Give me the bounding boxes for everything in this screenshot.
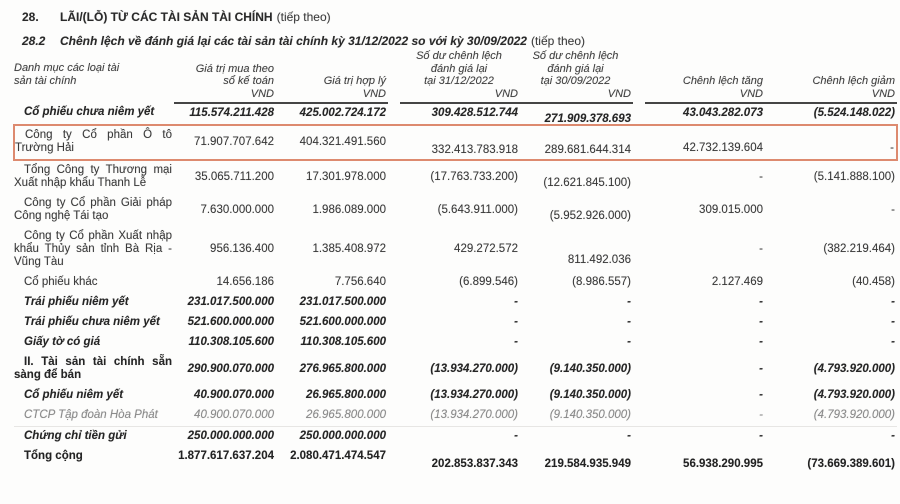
row-label: Trái phiếu niêm yết <box>24 296 129 308</box>
cell-so-du-31-12: - <box>514 336 518 348</box>
column-gap <box>633 103 645 125</box>
subnote-number: 28.2 <box>22 34 46 48</box>
highlighted-table-row <box>14 125 897 160</box>
column-gap <box>633 333 645 353</box>
cell-gia-tri-mua: 110.308.105.600 <box>188 336 274 348</box>
column-gap <box>388 160 400 194</box>
table-header-row <box>14 48 897 103</box>
cell-chenh-lech-giam: (40.458) <box>852 276 895 288</box>
cell-gia-tri-mua: 35.065.711.200 <box>194 170 274 183</box>
cell-gia-tri-mua: 1.877.617.637.204 <box>178 450 274 462</box>
cell-so-du-30-09: (9.140.350.000) <box>549 409 631 421</box>
column-gap <box>633 194 645 227</box>
cell-chenh-lech-tang: - <box>759 243 763 255</box>
column-gap <box>388 125 400 160</box>
note-heading <box>22 10 894 24</box>
column-gap <box>633 273 645 293</box>
note-title-text: LÃI/(LỖ) TỪ CÁC TÀI SẢN TÀI CHÍNH <box>60 10 273 24</box>
cell-so-du-31-12: (13.934.270.000) <box>430 409 518 421</box>
table-row <box>14 333 897 353</box>
cell-chenh-lech-giam: (4.793.920.000) <box>813 409 895 421</box>
column-gap <box>633 48 645 103</box>
column-gap <box>388 333 400 353</box>
column-gap <box>388 353 400 386</box>
column-gap <box>388 447 400 467</box>
cell-gia-tri-mua: 40.900.070.000 <box>194 409 274 421</box>
cell-chenh-lech-tang: - <box>759 296 763 308</box>
row-label: CTCP Tập đoàn Hòa Phát <box>24 409 158 421</box>
subnote-heading <box>22 34 894 48</box>
cell-so-du-31-12: - <box>400 427 520 448</box>
column-gap <box>633 406 645 427</box>
column-gap <box>633 447 645 467</box>
row-label: Cổ phiếu niêm yết <box>24 389 124 401</box>
cell-so-du-31-12: 309.428.512.744 <box>431 107 518 119</box>
cell-so-du-30-09: - <box>627 296 631 308</box>
cell-chenh-lech-giam: - <box>765 131 897 166</box>
cell-gia-tri-hop-ly: 250.000.000.000 <box>276 427 388 448</box>
note-number: 28. <box>22 10 39 24</box>
cell-so-du-31-12: - <box>514 296 518 308</box>
row-label: Tổng Công ty Thương mại Xuất nhập khẩu Thanh Lễ <box>14 164 172 189</box>
column-gap <box>388 103 400 125</box>
column-gap <box>633 227 645 273</box>
cell-gia-tri-mua: 115.574.211.428 <box>189 107 274 119</box>
column-gap <box>388 194 400 227</box>
table-row <box>14 353 897 386</box>
table-row <box>14 427 897 448</box>
row-label: Công ty Cổ phần Xuất nhập khẩu Thủy sản tỉnh Bà Rịa - Vũng Tàu <box>14 230 172 268</box>
unit-label: VND <box>362 87 386 100</box>
cell-chenh-lech-giam: (5.141.888.100) <box>813 170 895 183</box>
cell-gia-tri-hop-ly: 17.301.978.000 <box>306 170 386 183</box>
cell-gia-tri-hop-ly: 1.986.089.000 <box>312 203 386 216</box>
col-header-so-du-31-12: Số dư chênh lệch đánh giá lại tại 31/12/2022 VND <box>400 48 520 103</box>
table-row <box>14 386 897 406</box>
column-gap <box>633 125 645 160</box>
cell-chenh-lech-tang: 42.732.139.604 <box>645 131 765 166</box>
column-gap <box>388 313 400 333</box>
cell-gia-tri-mua: 231.017.500.000 <box>187 296 274 308</box>
cell-so-du-31-12: 202.853.837.343 <box>431 458 518 470</box>
cell-so-du-31-12: (13.934.270.000) <box>430 389 518 401</box>
cell-chenh-lech-tang: 43.043.282.073 <box>683 107 763 119</box>
column-gap <box>388 48 400 103</box>
cell-chenh-lech-giam: (382.219.464) <box>823 243 895 255</box>
row-label: Tổng cộng <box>24 450 83 462</box>
cell-gia-tri-hop-ly: 2.080.471.474.547 <box>290 450 386 462</box>
cell-gia-tri-hop-ly: 26.965.800.000 <box>306 389 386 401</box>
cell-so-du-31-12: 429.272.572 <box>454 243 518 255</box>
cell-so-du-31-12: - <box>514 316 518 328</box>
column-gap <box>633 386 645 406</box>
cell-chenh-lech-giam: (5.524.148.022) <box>813 107 895 119</box>
column-gap <box>633 427 645 448</box>
table-row <box>14 447 897 467</box>
cell-chenh-lech-giam: - <box>891 203 895 216</box>
cell-so-du-30-09: 219.584.935.949 <box>544 458 631 470</box>
cell-chenh-lech-giam: (4.793.920.000) <box>813 362 895 375</box>
column-gap <box>388 227 400 273</box>
cell-so-du-31-12: (17.763.733.200) <box>430 170 518 183</box>
cell-chenh-lech-tang: - <box>645 427 765 448</box>
unit-label: VND <box>871 87 895 100</box>
cell-chenh-lech-tang: - <box>759 362 763 375</box>
column-gap <box>633 313 645 333</box>
note-title-suffix: (tiếp theo) <box>276 10 331 24</box>
cell-so-du-30-09: - <box>627 336 631 348</box>
column-gap <box>388 293 400 313</box>
financial-assets-table <box>13 48 898 470</box>
row-label: Cổ phiếu khác <box>24 276 98 288</box>
cell-gia-tri-hop-ly: 276.965.800.000 <box>299 362 386 375</box>
col-header-so-du-30-09: Số dư chênh lệch đánh giá lại tại 30/09/2022 VND <box>520 48 633 103</box>
column-gap <box>633 160 645 194</box>
col-header-chenh-lech-tang: Chênh lệch tăng VND <box>645 48 765 103</box>
cell-chenh-lech-tang: - <box>759 170 763 183</box>
cell-chenh-lech-giam: - <box>765 427 897 448</box>
row-label: Trái phiếu chưa niêm yết <box>24 316 160 328</box>
cell-gia-tri-mua: 7.630.000.000 <box>200 203 274 216</box>
row-label: Công ty Cổ phần Ô tô Trường Hải <box>14 125 174 160</box>
table-row <box>14 103 897 125</box>
row-label: Cổ phiếu chưa niêm yết <box>24 106 155 118</box>
cell-chenh-lech-tang: - <box>759 336 763 348</box>
table-row <box>14 194 897 227</box>
cell-gia-tri-mua: 40.900.070.000 <box>194 389 274 401</box>
cell-gia-tri-hop-ly: 26.965.800.000 <box>306 409 386 421</box>
cell-so-du-30-09: (9.140.350.000) <box>549 362 631 375</box>
cell-chenh-lech-tang: - <box>759 409 763 421</box>
cell-gia-tri-mua: 250.000.000.000 <box>174 427 276 448</box>
cell-chenh-lech-giam: - <box>891 316 895 328</box>
cell-so-du-30-09: - <box>520 427 633 448</box>
cell-so-du-30-09: (5.952.926.000) <box>549 209 631 222</box>
cell-so-du-31-12: (13.934.270.000) <box>430 362 518 375</box>
cell-so-du-30-09: (12.621.845.100) <box>543 176 631 189</box>
cell-chenh-lech-giam: - <box>891 336 895 348</box>
cell-so-du-31-12: (6.899.546) <box>459 276 518 288</box>
cell-gia-tri-mua: 290.900.070.000 <box>187 362 274 375</box>
subnote-title <box>60 34 585 48</box>
table-row <box>14 293 897 313</box>
cell-chenh-lech-tang: 56.938.290.995 <box>683 458 763 470</box>
column-gap <box>388 427 400 448</box>
cell-so-du-30-09: 289.681.644.314 <box>520 133 633 168</box>
cell-gia-tri-mua: 71.907.707.642 <box>174 125 276 160</box>
cell-chenh-lech-tang: - <box>759 316 763 328</box>
cell-chenh-lech-tang: 2.127.469 <box>711 276 763 288</box>
col-header-danh-muc: Danh mục các loại tài sản tài chính <box>14 62 120 87</box>
column-gap <box>633 353 645 386</box>
cell-gia-tri-hop-ly: 404.321.491.560 <box>276 125 388 160</box>
subnote-title-suffix: (tiếp theo) <box>530 34 585 48</box>
unit-label: VND <box>494 87 518 100</box>
cell-so-du-31-12: 332.413.783.918 <box>400 133 520 168</box>
column-gap <box>633 293 645 313</box>
cell-so-du-31-12: (5.643.911.000) <box>437 203 518 216</box>
row-label: Công ty Cổ phần Giải pháp Công nghệ Tái tạo <box>14 197 172 222</box>
row-label: II. Tài sản tài chính sẵn sàng để bán <box>14 356 172 381</box>
row-label: Giấy tờ có giá <box>24 336 101 348</box>
cell-chenh-lech-giam: - <box>891 296 895 308</box>
cell-gia-tri-mua: 956.136.400 <box>210 243 274 255</box>
row-label: Chứng chỉ tiền gửi <box>14 427 174 448</box>
cell-so-du-30-09: - <box>627 316 631 328</box>
table-row <box>14 313 897 333</box>
cell-gia-tri-hop-ly: 425.002.724.172 <box>299 107 386 119</box>
cell-gia-tri-hop-ly: 110.308.105.600 <box>300 336 386 348</box>
table-row <box>14 227 897 273</box>
column-gap <box>388 406 400 427</box>
table-row <box>14 406 897 427</box>
cell-gia-tri-hop-ly: 7.756.640 <box>334 276 386 288</box>
unit-label: VND <box>607 87 631 100</box>
cell-so-du-30-09: (8.986.557) <box>572 276 631 288</box>
table-row <box>14 273 897 293</box>
cell-so-du-30-09: (9.140.350.000) <box>549 389 631 401</box>
cell-so-du-30-09: 271.909.378.693 <box>544 113 631 125</box>
col-header-gia-tri-hop-ly: Giá trị hợp lý VND <box>276 48 388 103</box>
col-header-gia-tri-mua: Giá trị mua theo sổ kế toán VND <box>174 48 276 103</box>
unit-label: VND <box>250 87 274 100</box>
table-body <box>14 103 897 470</box>
cell-chenh-lech-tang: - <box>759 389 763 401</box>
note-title <box>60 10 331 24</box>
cell-chenh-lech-giam: (4.793.920.000) <box>813 389 895 401</box>
cell-so-du-30-09: 811.492.036 <box>567 254 631 266</box>
cell-gia-tri-hop-ly: 1.385.408.972 <box>312 243 386 255</box>
column-gap <box>388 386 400 406</box>
subnote-title-text: Chênh lệch về đánh giá lại các tài sản tài chính kỳ 31/12/2022 so với kỳ 30/09/2022 <box>60 34 527 48</box>
unit-label: VND <box>739 87 763 100</box>
column-gap <box>388 273 400 293</box>
cell-gia-tri-hop-ly: 521.600.000.000 <box>299 316 386 328</box>
cell-gia-tri-mua: 14.656.186 <box>216 276 274 288</box>
cell-gia-tri-mua: 521.600.000.000 <box>187 316 274 328</box>
cell-chenh-lech-tang: 309.015.000 <box>699 203 763 216</box>
cell-gia-tri-hop-ly: 231.017.500.000 <box>299 296 386 308</box>
table-row <box>14 160 897 194</box>
cell-chenh-lech-giam: (73.669.389.601) <box>807 458 895 470</box>
col-header-chenh-lech-giam: Chênh lệch giảm VND <box>765 48 897 103</box>
